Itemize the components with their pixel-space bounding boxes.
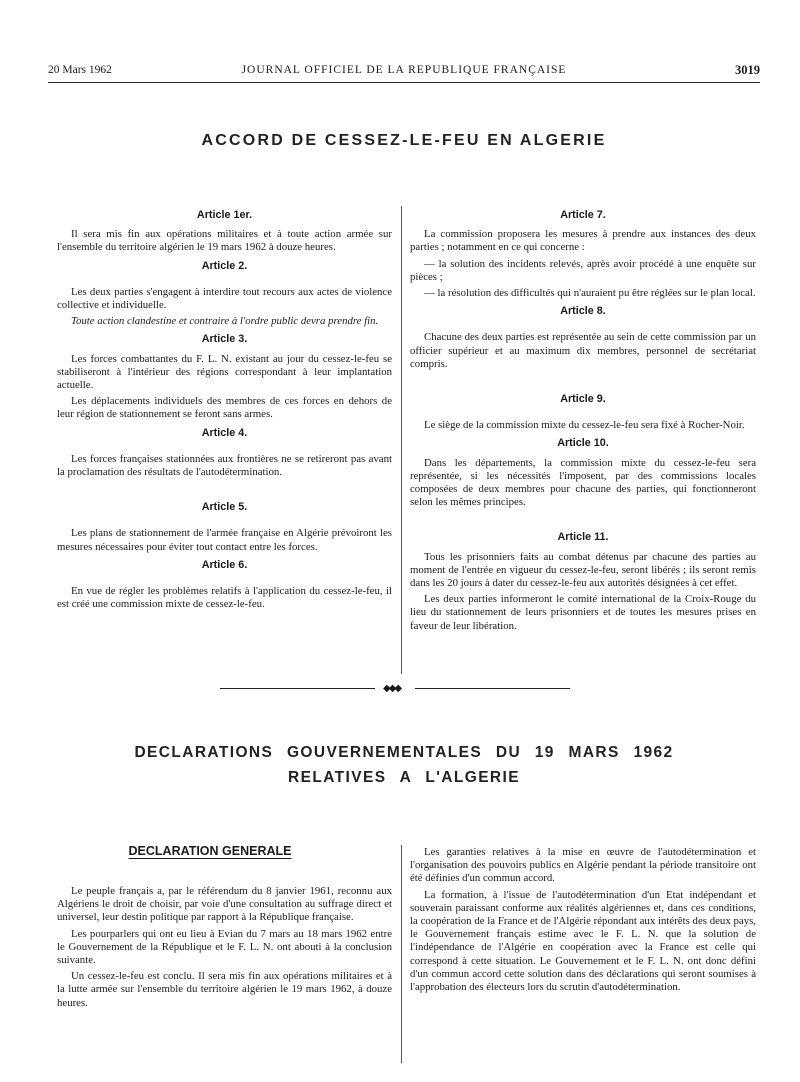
section-ornament: ◆◆◆ [220, 683, 570, 695]
article-9-text: Le siège de la commission mixte du cessez-le-feu sera fixé à Rocher-Noir. [424, 419, 745, 432]
declaration-paragraph-2: Les pourparlers qui ont eu lieu à Evian du 7 mars au 18 mars 1962 entre le Gouvernement de la République et le F. L. N. ont abouti à la conclusion suivante. [57, 927, 392, 967]
article-5-text: Les plans de stationnement de l'armée française en Algérie prévoiront les mesures nécessaires pour éviter tout contact entre les forces. [57, 527, 392, 553]
article-4-title: Article 4. [201, 426, 248, 439]
article-10-text: Dans les départements, la commission mixte du cessez-le-feu sera représentée, si les nécessités l'imposent, par des commissions locales composées de deux membres pour chacune des parties, qui fonctionneront selon les mêmes principes. [410, 456, 756, 509]
article-7-title: Article 7. [560, 209, 606, 221]
declaration-generale-heading: DECLARATION GENERALE [128, 844, 292, 858]
article-3-text-2: Les déplacements individuels des membres de ces forces en dehors de leur région de stationnement se feront sans armes. [57, 395, 392, 421]
accord-left-column [57, 204, 392, 614]
article-6-title: Article 6. [201, 558, 248, 571]
article-6-text: En vue de régler les problèmes relatifs à l'application du cessez-le-feu, il est créé une commission mixte de cessez-le-feu. [57, 585, 392, 611]
article-10-title: Article 10. [557, 437, 609, 450]
article-3-title: Article 3. [201, 333, 248, 346]
article-7-text-2: — la solution des incidents relevés, après avoir procédé à une enquête sur pièces ; [410, 257, 756, 283]
article-5-title: Article 5. [201, 501, 248, 514]
article-11-text-1: Tous les prisonniers faits au combat détenus par chacune des parties au moment de l'entrée en vigueur du cessez-le-feu, seront libérés ; ils seront remis dans les 20 jours à dater du cessez-le-feu aux autorités désignées à cet effet. [410, 550, 756, 590]
article-1-title: Article 1er. [196, 209, 253, 221]
declaration-paragraph-5: La formation, à l'issue de l'autodétermination d'un Etat indépendant et souverain paraissant conforme aux réalités algériennes et, dans ces conditions, la coopération de la France et de l'Algérie répondant aux intérêts des deux pays, le Gouvernement français estime avec le F. L. N. que la solution de l'indépendance de l'Algérie en coopération avec la France est celle qui correspond à cette situation. Le Gouvernement et le F. L. N. ont donc défini d'un commun accord cette solution dans des déclarations qui seront soumises à l'approbation des électeurs lors du scrutin d'autodétermination. [410, 888, 756, 994]
article-2-text-2: Toute action clandestine et contraire à l'ordre public devra prendre fin. [71, 315, 379, 328]
article-11-text-2: Les deux parties informeront le comité international de la Croix-Rouge du lieu du stationnement de leurs prisonniers et de toutes les mesures prises en faveur de leur libération. [410, 593, 756, 632]
article-8-title: Article 8. [560, 305, 606, 318]
article-3-text-1: Les forces combattantes du F. L. N. existant au jour du cessez-le-feu se stabiliseront à l'intérieur des régions correspondant à leur implantation actuelle. [57, 352, 392, 392]
article-11-title: Article 11. [557, 531, 609, 544]
declarations-left-column [57, 885, 392, 1013]
accord-right-column [410, 204, 756, 636]
declarations-column-divider [401, 845, 402, 1063]
declarations-title-line-2: RELATIVES A L'ALGERIE [288, 769, 520, 786]
declarations-right-column [410, 846, 756, 997]
accord-title: ACCORD DE CESSEZ-LE-FEU EN ALGERIE [201, 132, 607, 149]
header-rule [48, 82, 760, 83]
accord-column-divider [401, 206, 402, 674]
article-1-text: Il sera mis fin aux opérations militaires et à toute action armée sur l'ensemble du territoire algérien le 19 mars 1962 à douze heures. [57, 228, 392, 254]
article-7-text-3: — la résolution des difficultés qui n'auraient pu être réglées sur le plan local. [424, 287, 756, 300]
declaration-paragraph-1: Le peuple français a, par le référendum du 8 janvier 1961, reconnu aux Algériens le droit de choisir, par voie d'une consultation au suffrage direct et universel, leur destin politique par rapport à la République française. [57, 885, 392, 924]
running-header [48, 62, 760, 82]
article-7-text-1: La commission proposera les mesures à prendre aux instances des deux parties ; notamment en ce qui concerne : [410, 228, 756, 254]
declaration-paragraph-3: Un cessez-le-feu est conclu. Il sera mis fin aux opérations militaires et à la lutte armée sur l'ensemble du territoire algérien le 19 mars 1962, à douze heures. [57, 970, 392, 1009]
declarations-title-line-1: DECLARATIONS GOUVERNEMENTALES DU 19 MARS 1962 [134, 744, 674, 761]
article-2-text-1: Les deux parties s'engagent à interdire tout recours aux actes de violence collective et individuelle. [57, 285, 392, 312]
declaration-paragraph-4: Les garanties relatives à la mise en œuvre de l'autodétermination et l'organisation des pouvoirs publics en Algérie pendant la période transitoire ont été définies d'un commun accord. [410, 846, 756, 885]
article-2-title: Article 2. [201, 259, 248, 272]
article-9-title: Article 9. [560, 393, 606, 406]
journal-name: JOURNAL OFFICIEL DE LA REPUBLIQUE FRANÇAISE [241, 64, 567, 76]
page-number: 3019 [735, 63, 760, 77]
article-4-text: Les forces françaises stationnées aux frontières ne se retireront pas avant la proclamation des résultats de l'autodétermination. [57, 452, 392, 479]
header-date: 20 Mars 1962 [48, 64, 112, 76]
article-8-text: Chacune des deux parties est représentée au sein de cette commission par un officier supérieur et au maximum dix membres, personnel de secrétariat compris. [410, 331, 756, 370]
